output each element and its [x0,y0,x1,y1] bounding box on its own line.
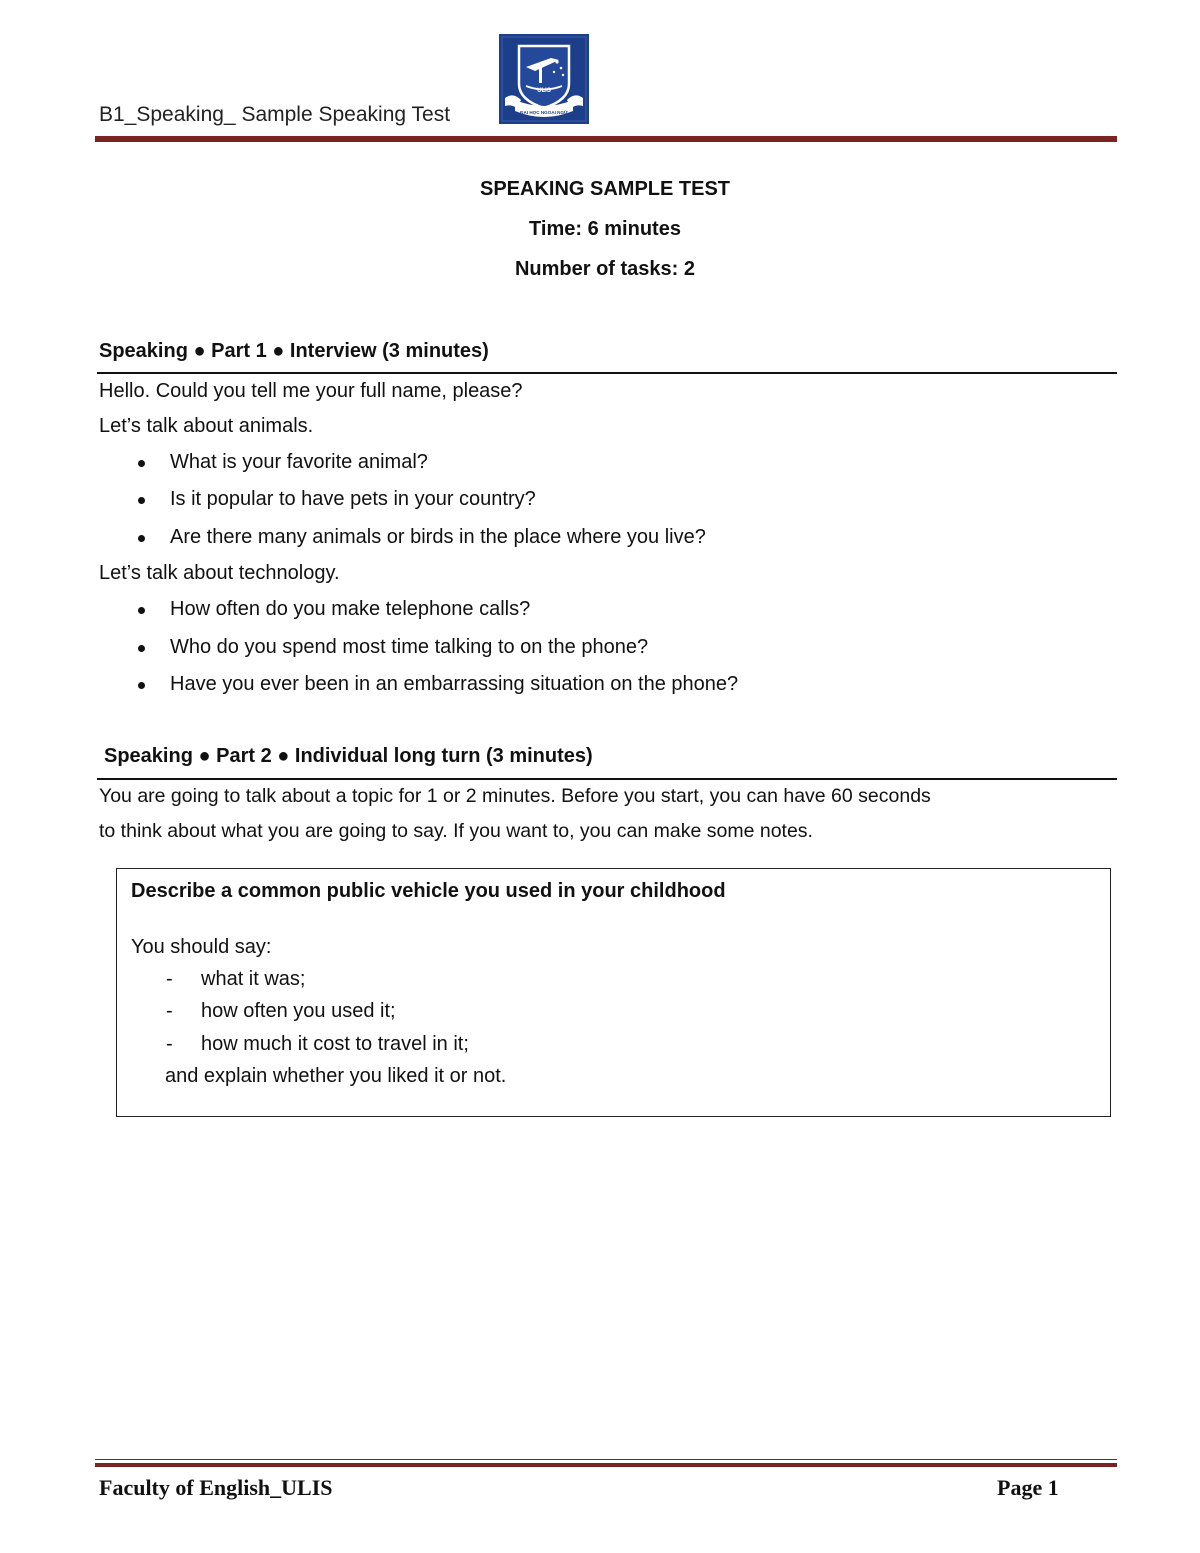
logo-text-university: ĐẠI HỌC NGOẠI NGỮ [520,110,568,115]
list-item: Have you ever been in an embarrassing situation on the phone? [170,673,739,695]
bullet-icon [138,682,145,689]
list-item: what it was; [201,968,306,990]
footer-faculty: Faculty of English_ULIS [99,1475,333,1500]
task-card-prompt: You should say: [131,936,272,958]
dash-icon: - [166,968,173,990]
test-title: SPEAKING SAMPLE TEST [479,178,731,200]
part2-instructions-line1: You are going to talk about a topic for 1 or 2 minutes. Before you start, you can have 60 seconds [99,785,931,807]
logo-text-ulis: ULIS [537,88,551,94]
test-task-count: Number of tasks: 2 [514,258,696,280]
list-item: how often you used it; [201,1000,396,1022]
dash-icon: - [166,1000,173,1022]
bullet-icon [138,497,145,504]
list-item: how much it cost to travel in it; [201,1033,469,1055]
task-card-closing: and explain whether you liked it or not. [165,1065,507,1087]
part1-topic-technology: Let’s talk about technology. [99,562,340,584]
ulis-logo [499,34,589,124]
part2-rule [97,778,1117,780]
part1-intro: Hello. Could you tell me your full name, please? [99,380,523,402]
test-time: Time: 6 minutes [529,218,681,240]
part1-topic-animals: Let’s talk about animals. [99,415,314,437]
list-item: Who do you spend most time talking to on the phone? [170,636,649,658]
part2-instructions-line2: to think about what you are going to say. If you want to, you can make some notes. [99,820,813,842]
bullet-icon [138,607,145,614]
list-item: Are there many animals or birds in the place where you live? [170,526,706,548]
list-item: What is your favorite animal? [170,451,428,473]
list-item: How often do you make telephone calls? [170,598,531,620]
part2-heading: Speaking ● Part 2 ● Individual long turn (3 minutes) [104,745,593,767]
bullet-icon [138,535,145,542]
footer-rule [95,1463,1117,1467]
bullet-icon [138,645,145,652]
task-card-heading: Describe a common public vehicle you used in your childhood [131,880,726,902]
document-header-title: B1_Speaking_ Sample Speaking Test [99,103,451,126]
list-item: Is it popular to have pets in your country? [170,488,536,510]
part1-heading: Speaking ● Part 1 ● Interview (3 minutes) [99,340,489,362]
footer-page-number: Page 1 [997,1475,1059,1500]
footer-rule-top [95,1459,1117,1460]
header-rule [95,136,1117,142]
bullet-icon [138,460,145,467]
dash-icon: - [166,1033,173,1055]
ulis-logo-icon [499,34,589,124]
part1-rule [97,372,1117,374]
